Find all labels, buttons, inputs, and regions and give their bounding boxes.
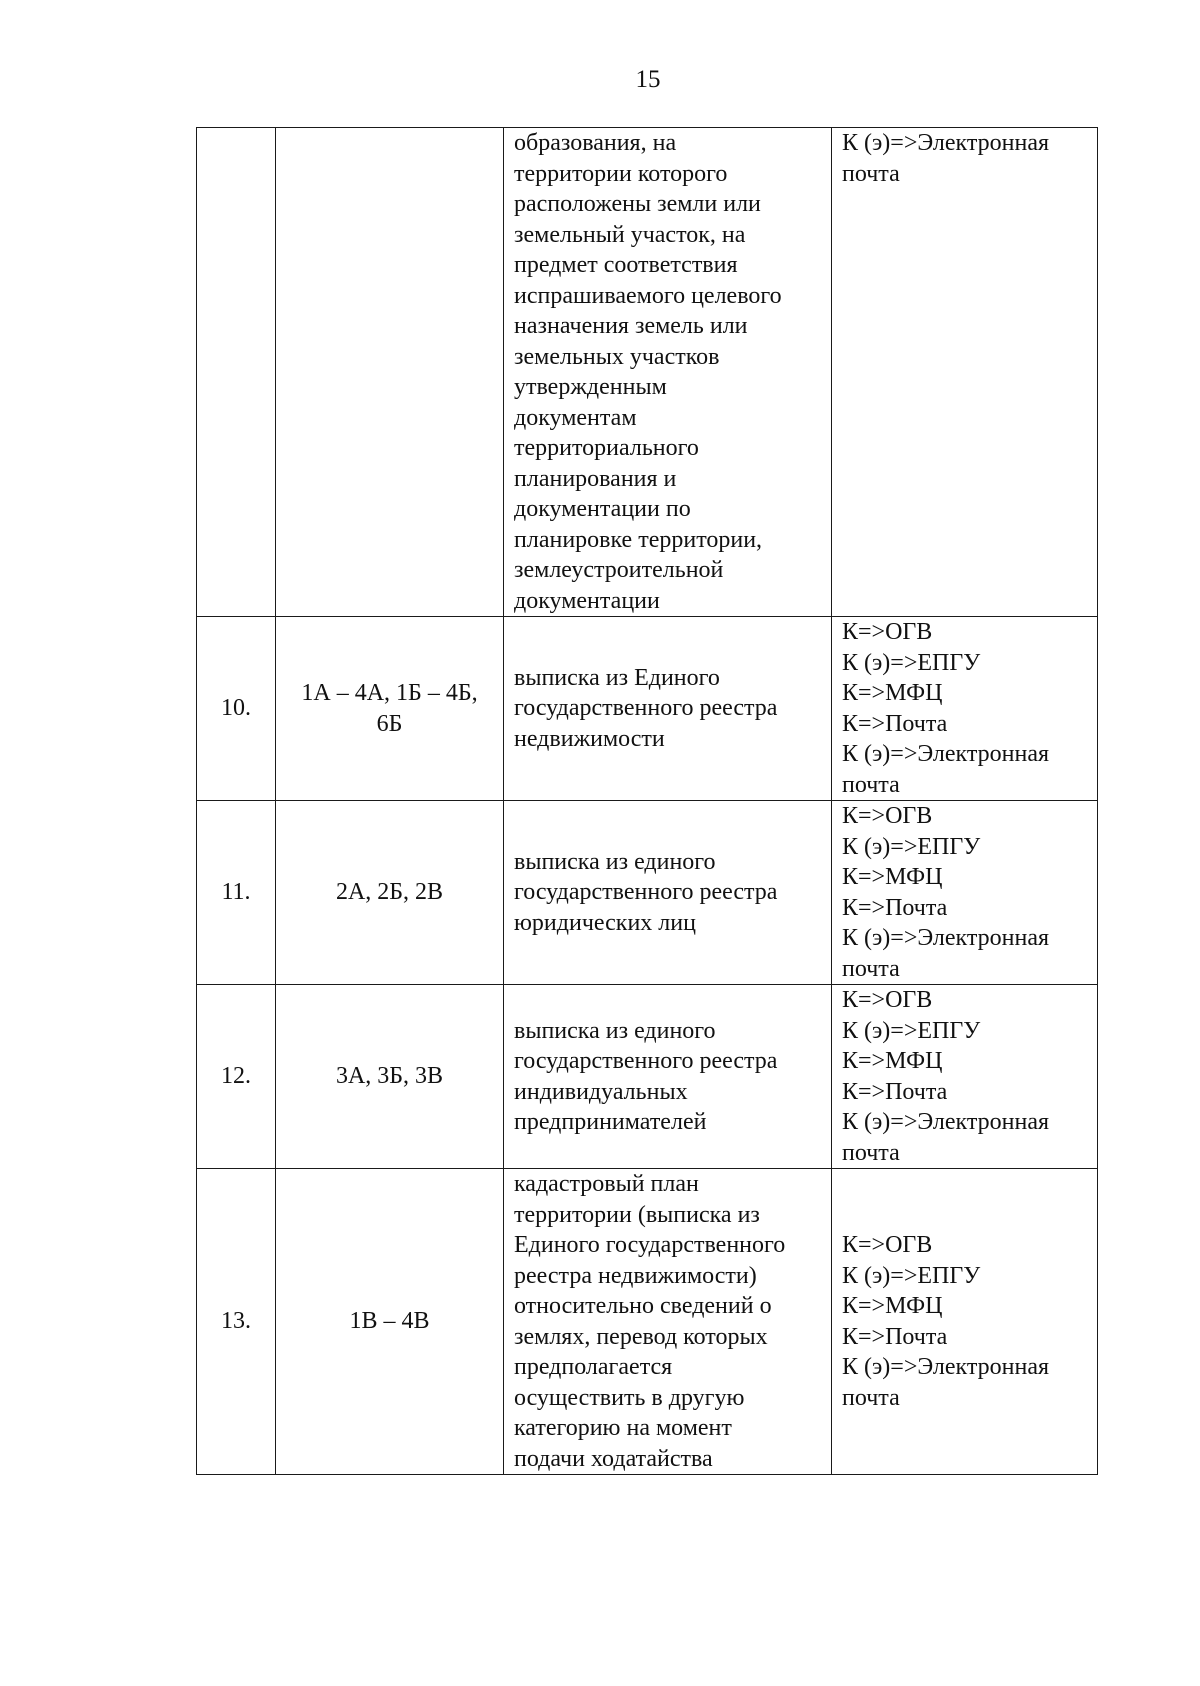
delivery-channels-cell: [832, 617, 1098, 801]
cell-text-line: земельных участков: [514, 343, 720, 370]
cell-text-line: К (э)=>ЕПГУ: [842, 1017, 981, 1044]
applicant-codes-cell: [276, 1169, 504, 1475]
cell-text-line: подачи ходатайства: [514, 1445, 713, 1472]
cell-text-line: почта: [842, 955, 900, 982]
cell-text-line: выписка из единого: [514, 1017, 716, 1044]
cell-text-line: образования, на: [514, 130, 677, 156]
cell-text-line: планировке территории,: [514, 526, 763, 553]
cell-text-line: 1В – 4В: [349, 1308, 430, 1335]
cell-text-line: К=>МФЦ: [842, 1048, 943, 1074]
page-number: 15: [635, 66, 661, 93]
cell-text-line: территории которого: [514, 160, 728, 187]
row-number-cell: 12.: [197, 985, 276, 1169]
cell-text-line: К (э)=>Электронная: [842, 925, 1050, 951]
cell-text-line: предпринимателей: [514, 1109, 707, 1135]
cell-text-line: почта: [842, 160, 900, 187]
cell-text-line: выписка из единого: [514, 848, 716, 875]
cell-text-line: государственного реестра: [514, 695, 778, 722]
table-row: [197, 801, 1098, 985]
cell-text-line: К (э)=>Электронная: [842, 741, 1050, 767]
cell-text-line: К=>Почта: [842, 894, 948, 921]
cell-text-line: осуществить в другую: [514, 1384, 745, 1411]
cell-text-line: К=>Почта: [842, 1078, 948, 1105]
delivery-channels-cell: [832, 985, 1098, 1169]
documents-table: [196, 127, 1098, 1475]
cell-text-line: К (э)=>ЕПГУ: [842, 833, 981, 860]
cell-text-line: земельный участок, на: [514, 221, 746, 248]
cell-text-line: К=>МФЦ: [842, 1293, 943, 1319]
cell-text-line: предполагается: [514, 1354, 673, 1380]
cell-text-line: К=>Почта: [842, 1323, 948, 1350]
cell-text-line: 1А – 4А, 1Б – 4Б,: [301, 680, 478, 706]
cell-text-line: территории (выписка из: [514, 1201, 760, 1228]
row-number-cell: 10.: [197, 617, 276, 801]
row-number-cell: 11.: [197, 801, 276, 985]
table-row-continuation: [197, 128, 1098, 617]
cell-text-line: К=>МФЦ: [842, 680, 943, 706]
cell-text-line: Единого государственного: [514, 1232, 786, 1258]
cell-text-line: относительно сведений о: [514, 1293, 772, 1319]
cell-text-line: 3А, 3Б, 3В: [335, 1063, 444, 1090]
cell-text-line: почта: [842, 771, 900, 798]
document-name-cell: [504, 985, 832, 1169]
row-number-cell: 13.: [197, 1169, 276, 1475]
cell-text-line: предмет соответствия: [514, 252, 738, 278]
cell-text-line: К=>МФЦ: [842, 864, 943, 890]
applicant-codes-cell: [276, 985, 504, 1169]
table-row: [197, 985, 1098, 1169]
cell-text-line: индивидуальных: [514, 1078, 688, 1105]
cell-text-line: землеустроительной: [514, 557, 724, 583]
delivery-channels-cell: [832, 801, 1098, 985]
cell-text-line: реестра недвижимости): [514, 1262, 757, 1289]
cell-text-line: юридических лиц: [514, 909, 696, 936]
cell-text-line: К (э)=>Электронная: [842, 130, 1050, 156]
document-name-cell: [504, 801, 832, 985]
cell-text-line: испрашиваемого целевого: [514, 282, 782, 309]
cell-text-line: планирования и: [514, 465, 677, 492]
applicant-codes-cell: [276, 801, 504, 985]
document-name-cell: [504, 617, 832, 801]
cell-text-line: почта: [842, 1384, 900, 1411]
cell-text-line: 6Б: [376, 710, 403, 737]
cell-text-line: документам: [514, 404, 637, 431]
cell-text-line: К (э)=>ЕПГУ: [842, 649, 981, 676]
cell-text-line: К=>ОГВ: [842, 619, 933, 645]
cell-text-line: государственного реестра: [514, 1048, 778, 1074]
cell-text-line: кадастровый план: [514, 1171, 699, 1197]
cell-text-line: 2А, 2Б, 2В: [335, 879, 444, 906]
delivery-channels-cell: [832, 128, 1098, 617]
cell-text-line: К (э)=>ЕПГУ: [842, 1262, 981, 1289]
cell-text-line: К (э)=>Электронная: [842, 1109, 1050, 1135]
cell-text-line: расположены земли или: [514, 191, 761, 217]
cell-text-line: К=>ОГВ: [842, 1232, 933, 1258]
row-number-cell: [197, 128, 276, 617]
document-name-cell: [504, 128, 832, 617]
cell-text-line: К (э)=>Электронная: [842, 1354, 1050, 1380]
cell-text-line: К=>ОГВ: [842, 803, 933, 829]
document-name-cell: [504, 1169, 832, 1475]
cell-text-line: почта: [842, 1139, 900, 1166]
cell-text-line: недвижимости: [514, 725, 665, 752]
cell-text-line: государственного реестра: [514, 879, 778, 906]
delivery-channels-cell: [832, 1169, 1098, 1475]
cell-text-line: К=>ОГВ: [842, 987, 933, 1013]
cell-text-line: землях, перевод которых: [514, 1323, 768, 1350]
applicant-codes-cell: [276, 617, 504, 801]
applicant-codes-cell: [276, 128, 504, 617]
cell-text-line: утвержденным: [514, 374, 667, 400]
cell-text-line: назначения земель или: [514, 313, 748, 339]
cell-text-line: документации по: [514, 496, 691, 522]
cell-text-line: территориального: [514, 435, 699, 461]
table-row: [197, 617, 1098, 801]
table-row: [197, 1169, 1098, 1475]
cell-text-line: К=>Почта: [842, 710, 948, 737]
cell-text-line: категорию на момент: [514, 1415, 732, 1441]
cell-text-line: выписка из Единого: [514, 664, 720, 691]
cell-text-line: документации: [514, 587, 660, 614]
